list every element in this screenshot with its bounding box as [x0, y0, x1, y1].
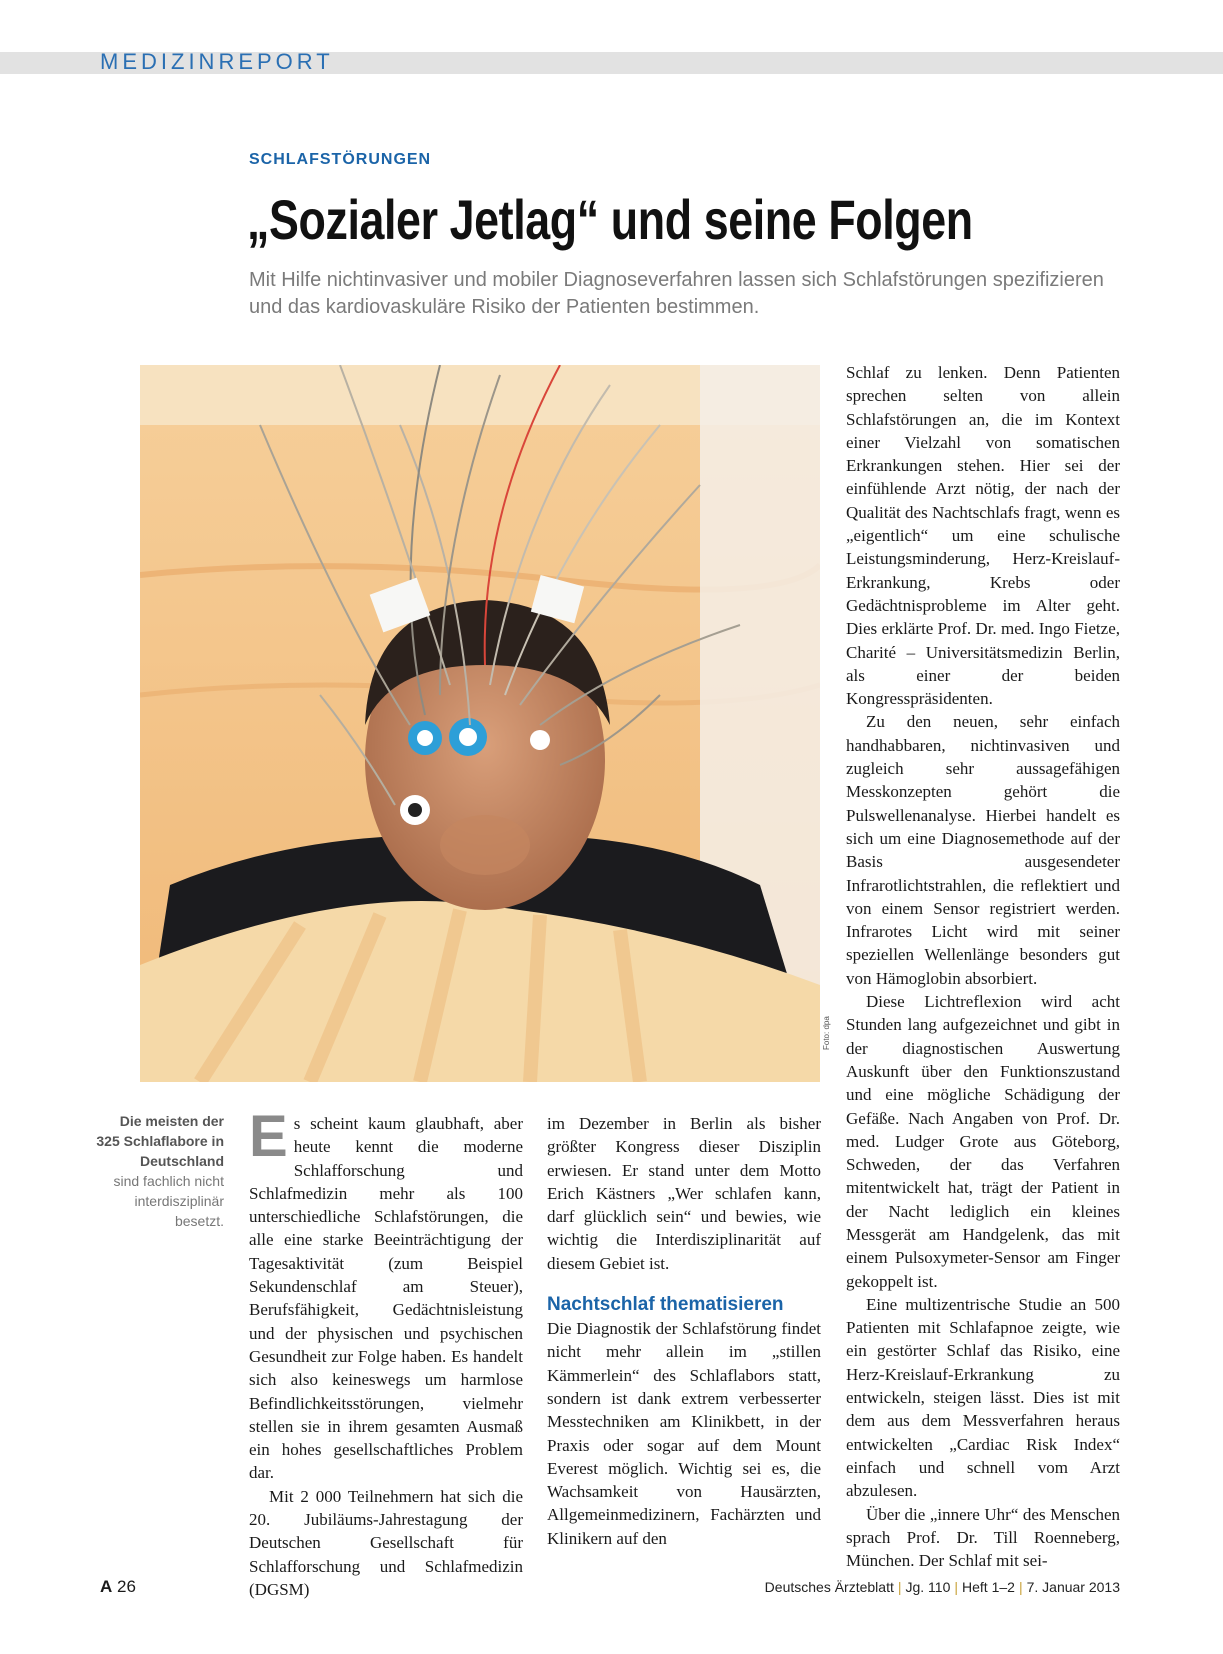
section-label: MEDIZINREPORT [100, 49, 334, 74]
paragraph: Eine multizentrische Studie an 500 Patienten mit Schlafapnoe zeigte, wie ein gestörter Schlaf das Risiko, eine Herz-Kreislauf-Erkrankung zu entwickeln, steigen lässt. Dies ist mit dem aus dem Messverfahren heraus entwickelten „Cardiac Risk Index“ einfach und schnell vom Arzt abzulesen. [846, 1294, 1120, 1501]
page-number-value: 26 [117, 1577, 136, 1596]
article-kicker: SCHLAFSTÖRUNGEN [249, 151, 432, 168]
paragraph-text: s scheint kaum glaubhaft, aber heute kennt die moderne Schlafforschung und Schlafmedizin mehr als 100 unterschiedliche Schlafstörungen, die alle eine starke Beeinträchtigung der Tagesaktivität (zum Beispiel Sekundenschlaf am Steuer), Berufsfähigkeit, Gedächtnisleistung und der physischen und psychischen Gesundheit zur Folge haben. Es handelt sich also keineswegs um harmlose Befindlichkeitsstörungen, vielmehr stellen sie in ihrem gesamten Ausmaß ein hohes gesellschaftliches Problem dar. [249, 1114, 523, 1483]
paragraph: Die Diagnostik der Schlafstörung findet nicht mehr allein im „stillen Kämmerlein“ des Schlaflabors statt, sondern ist dank extrem verbesserter Messtechniken am Klinikbett, in der Praxis oder sogar auf dem Mount Everest möglich. Wichtig sei es, die Wachsamkeit von Hausärzten, Allgemeinmedizinern, Fachärzten und Klinikern auf den [547, 1319, 821, 1548]
text-column-2 [547, 1112, 821, 1550]
paragraph: Zu den neuen, sehr einfach handhabbaren, nichtinvasiven und zugleich sehr aussagefähigen Messkonzepten gehört die Pulswellenanalyse. Hierbei handelt es sich um eine Diagnosemethode auf der Basis ausgesendeter Infrarotlichtstrahlen, die reflektiert und von einem Sensor registriert werden. Infrarotes Licht wird mit seiner speziellen Wellenlänge besonders gut von Hämoglobin absorbiert. [846, 712, 1120, 988]
paragraph: Schlaf zu lenken. Denn Patienten sprechen selten von allein Schlafstörungen an, die im Kontext einer Vielzahl von somatischen Erkrankungen stehen. Hier sei der einfühlende Arzt nötig, der nach der Qualität des Nachtschlafs fragt, wenn es „eigentlich“ um eine schulische Leistungsminderung, Herz-Kreislauf-Erkrankung, Krebs oder Gedächtnisprobleme im Alter geht. Dies erklärte Prof. Dr. med. Ingo Fietze, Charité – Universitätsmedizin Berlin, als einer der beiden Kongresspräsidenten. [846, 363, 1120, 709]
text-column-3 [846, 361, 1120, 1572]
text-column-1 [249, 1104, 523, 1601]
journal-info [765, 1579, 1120, 1595]
caption-bold: Die meisten der 325 Schlaflabore in Deutschland [96, 1113, 224, 1169]
article-title: „Sozialer Jetlag“ und seine Folgen [247, 188, 973, 251]
paragraph: Diese Lichtreflexion wird acht Stunden lang aufgezeichnet und gibt in der diagnostischen Auswertung Auskunft über den Funktionszustand und eine mögliche Schädigung der Gefäße. Nach Angaben von Prof. Dr. med. Ludger Grote aus Göteborg, Schweden, der das Verfahren mitentwickelt hat, trägt der Patient in der Nacht lediglich ein kleines Messgerät am Handgelenk, das mit einem Pulsoxymeter-Sensor am Finger gekoppelt ist. [846, 992, 1120, 1291]
sleeping-patient-illustration [140, 365, 820, 1082]
separator: | [897, 1579, 902, 1595]
paragraph: im Dezember in Berlin als bisher größter Kongress dieser Disziplin erwiesen. Er stand unter dem Motto Erich Kästners „Wer schlafen kann, darf glücklich sein“ und bewies, wie wichtig die Interdisziplinarität auf diesem Gebiet ist. [547, 1114, 821, 1273]
photo-credit: Foto: dpa [822, 1016, 831, 1050]
separator: | [1018, 1579, 1023, 1595]
subheading: Nachtschlaf thematisieren [547, 1294, 784, 1316]
separator: | [954, 1579, 959, 1595]
page-number [100, 1577, 136, 1597]
article-photo [140, 365, 820, 1082]
paragraph: Mit 2 000 Teilnehmern hat sich die 20. Jubiläums-Jahrestagung der Deutschen Gesellschaft für Schlafforschung und Schlafmedizin (DGSM) [249, 1486, 523, 1599]
paragraph: Über die „innere Uhr“ des Menschen sprach Prof. Dr. Till Roenneberg, München. Der Schlaf mit sei- [846, 1504, 1120, 1571]
dropcap: E [249, 1104, 288, 1169]
journal-name: Deutsches Ärzteblatt [764, 1579, 894, 1595]
journal-issue: Heft 1–2 [962, 1579, 1015, 1595]
journal-volume: Jg. 110 [905, 1579, 951, 1595]
journal-date: 7. Januar 2013 [1026, 1579, 1120, 1595]
caption-light: sind fachlich nicht interdisziplinär besetzt. [113, 1173, 224, 1229]
photo-caption [96, 1111, 224, 1231]
page-prefix: A [100, 1577, 113, 1596]
article-subtitle: Mit Hilfe nichtinvasiver und mobiler Diagnoseverfahren lassen sich Schlafstörungen spezifizieren und das kardiovaskuläre Risiko der Patienten bestimmen. [249, 269, 1104, 318]
paragraph [249, 1104, 523, 1485]
